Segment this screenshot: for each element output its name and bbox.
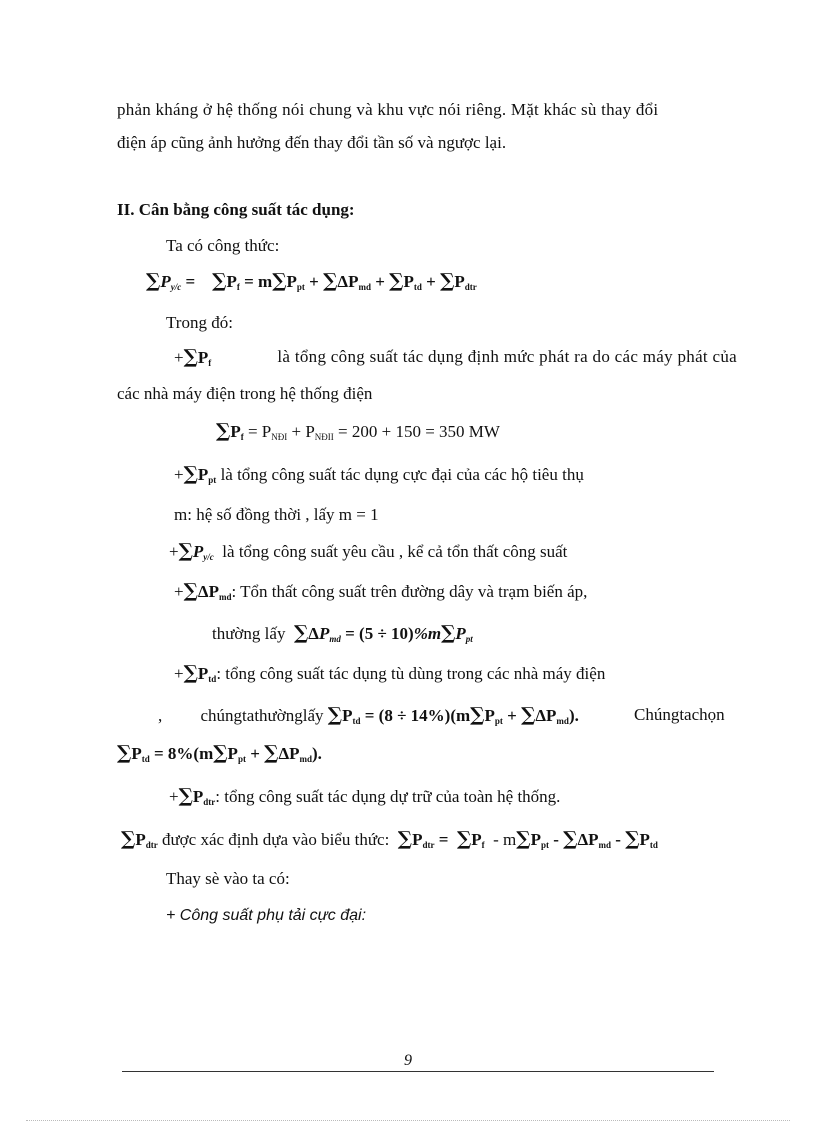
paragraph-text: phản kháng ở hệ thống nói chung và khu vực nói riêng. Mặt khác sù thay đổi	[117, 100, 659, 119]
cong-suat-phu-tai-heading: + Công suất phụ tải cực đại:	[166, 907, 367, 924]
formula-intro: Ta có công thức:	[166, 236, 280, 255]
page-edge-dots	[26, 1120, 790, 1121]
balance-equation: $\sum P_{y/c}$ = $\sum P_f = m\sum P_{pt} + \sum\Delta P_{md} + \sum P_{td} + \sum P_{dtr}$	[146, 270, 477, 292]
item-pdtr-text: : tổng công suất tác dụng dự trữ của toàn hệ thống.	[215, 787, 561, 806]
item-pyc-text: là tổng công suất yêu cầu , kể cả tổn thất công suất	[222, 542, 568, 561]
footer-rule	[122, 1071, 714, 1072]
item-pf-line	[174, 346, 737, 374]
item-ppt-text: là tổng công suất tác dụng cực đại của các hộ tiêu thụ	[220, 465, 584, 484]
ptd-choice-equation: $\sum P_{td} = 8\%(m\sum P_{pt} + \sum\Delta P_{md})$.	[117, 742, 322, 764]
item-pyc-line: $+\sum P_{y/c}$ là tổng công suất yêu cầu , kể cả tổn thất công suất	[169, 540, 568, 562]
thuong-lay-line: thường lấy $\sum\Delta P_{md} = (5 \div 10)\%m\sum P_{pt}$	[212, 622, 473, 644]
section-title: II. Cân bằng công suất tác dụng:	[117, 200, 355, 219]
page-number: 9	[404, 1052, 412, 1069]
chung-ta-chon: Chúngtachọn	[634, 705, 725, 724]
pdtr-definition-line: $\sum P_{dtr}$ được xác định dựa vào biểu thức: $\sum P_{dtr} = \sum P_f - m\sum P_{pt} - \sum\Delta P_{md} - \sum P_{td}$	[121, 828, 658, 850]
item-pf-text: là tổng công suất tác dụng định mức phát ra do các máy phát của	[277, 347, 737, 366]
item-ptd-text: : tổng công suất tác dụng tù dùng trong các nhà máy điện	[216, 664, 606, 683]
thay-so-line: Thay sè vào ta có:	[166, 869, 290, 888]
item-pf-continuation: các nhà máy điện trong hệ thống điện	[117, 384, 373, 403]
item-dpmd-text: : Tổn thất công suất trên đường dây và trạm biến áp,	[231, 582, 588, 601]
paragraph-line	[117, 99, 737, 121]
m-coefficient-line: m: hệ số đồng thời , lấy m = 1	[174, 505, 379, 524]
pf-equation: $\sum P_f = P_{NĐI} + P_{NĐII} = 200 + 150 = 350$ MW	[216, 420, 500, 442]
item-pdtr-line: $+\sum P_{dtr}$: tổng công suất tác dụng dự trữ của toàn hệ thống.	[169, 785, 561, 807]
item-ppt-line: $+\sum P_{pt}$ là tổng công suất tác dụng cực đại của các hộ tiêu thụ	[174, 463, 584, 485]
item-ptd-line: $+\sum P_{td}$: tổng công suất tác dụng tù dùng trong các nhà máy điện	[174, 662, 606, 684]
item-pf-symbol: $+\sum P_f$	[174, 346, 212, 368]
item-dpmd-line: $+\sum\Delta P_{md}$: Tổn thất công suất trên đường dây và trạm biến áp,	[174, 580, 588, 602]
chung-ta-line: , chúngtathườnglấy $\sum P_{td} = (8 \div 14\%)(m\sum P_{pt} + \sum\Delta P_{md})$.	[158, 704, 579, 726]
trong-do-label: Trong đó:	[166, 313, 233, 332]
paragraph-line: điện áp cũng ảnh hưởng đến thay đổi tần số và ngược lại.	[117, 133, 507, 152]
